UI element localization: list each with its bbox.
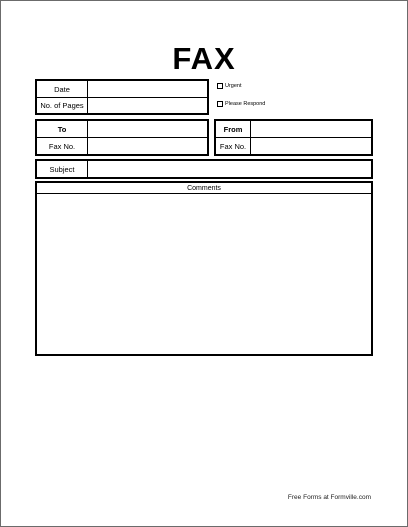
respond-option[interactable]: [217, 101, 265, 107]
page-title: FAX: [172, 41, 236, 76]
to-fax-field[interactable]: [88, 138, 207, 154]
pages-field[interactable]: [88, 98, 207, 113]
urgent-label: Urgent: [225, 83, 242, 89]
subject-field[interactable]: [88, 161, 371, 177]
to-box: [35, 119, 209, 156]
to-label: To: [57, 124, 67, 134]
footer-credit: Free Forms at Formville.com: [287, 494, 371, 501]
from-fax-field[interactable]: [251, 138, 371, 154]
subject-label: Subject: [49, 164, 75, 174]
meta-box: [35, 79, 209, 115]
urgent-checkbox[interactable]: [217, 83, 223, 89]
from-label: From: [223, 124, 243, 134]
pages-label: No. of Pages: [40, 101, 84, 110]
to-fax-label: Fax No.: [48, 141, 76, 151]
from-box: [214, 119, 373, 156]
comments-area[interactable]: [37, 194, 371, 354]
date-label: Date: [54, 84, 70, 94]
subject-box: [35, 159, 373, 179]
respond-label: Please Respond: [225, 101, 266, 107]
date-field[interactable]: [88, 81, 207, 97]
comments-box: [35, 181, 373, 356]
urgent-option[interactable]: [217, 83, 242, 89]
comments-label: Comments: [187, 184, 221, 192]
to-field[interactable]: [88, 121, 207, 137]
from-fax-label: Fax No.: [219, 141, 247, 151]
respond-checkbox[interactable]: [217, 101, 223, 107]
from-field[interactable]: [251, 121, 371, 137]
